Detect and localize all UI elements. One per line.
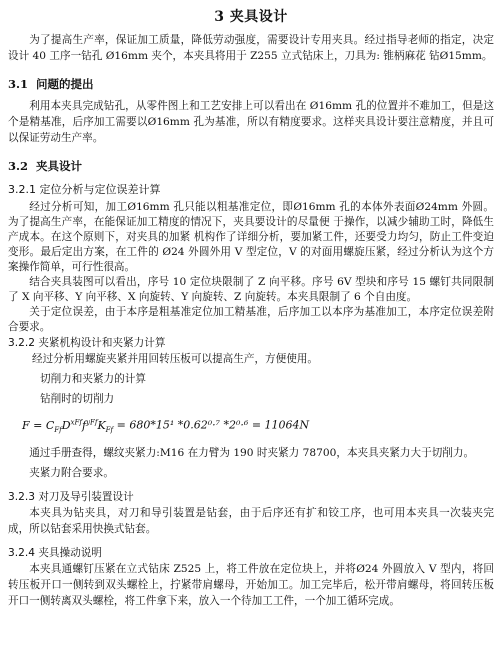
section-3-1-title: 问题的提出: [36, 77, 94, 91]
section-3-1-heading: [8, 76, 494, 92]
section-3-2-1-paragraph-3: 关于定位误差，由于本序是粗基准定位加工精基准，后序加工以本序为基准加工，本序定位误差附合要求。: [8, 306, 494, 333]
section-3-2-2-paragraph-2: 通过手册查得，螺纹夹紧力:M16 在力臂为 190 时夹紧力 78700，本夹具夹紧力大于切削力。: [29, 446, 475, 459]
section-3-2-2-heading: 3.2.2 夹紧机构设计和夹紧力计算: [8, 337, 166, 349]
section-3-2-4-paragraph: 本夹具通螺钉压紧在立式钻床 Z525 上，将工件放在定位块上，并将Ø24 外圆放入 V 型内，将回转压板开口一侧转到双头螺栓上，拧紧带肩螺母，开始加工。加工完毕后，松开带肩螺母，将回转压板开口一侧转离双头螺栓，将工件拿下来，放入一个待加工工件，一个加工循环完成。: [8, 562, 494, 607]
section-3-2-1-paragraph-2: 结合夹具装图可以看出，序号 10 定位块限制了 Z 向平移。序号 6V 型块和序号 15 螺钉共同限制了 X 向平移、Y 向平移、X 向旋转、Y 向旋转、Z 向旋转。本夹具限制了 6 个自由度。: [8, 276, 494, 303]
section-3-2-2-subheading-forces: 切削力和夹紧力的计算: [40, 373, 146, 385]
section-3-2-3-heading: 3.2.3 对刀及导引装置设计: [8, 490, 134, 503]
chapter-title: 3 夹具设计: [214, 9, 288, 25]
section-3-1-paragraph: 利用本夹具完成钻孔，从零件图上和工艺安排上可以看出在 Ø16mm 孔的位置并不难加工，但是这个是精基准，后序加工需要以Ø16mm 孔为基准，所以有精度要求。这样夹具设计要注意精度，并且可以保证劳动生产率。: [8, 100, 494, 144]
section-3-2-2-subheading-drilling-force: 钻削时的切削力: [40, 393, 115, 405]
section-3-2-1-paragraph-1: 经过分析可知，加工Ø16mm 孔只能以粗基准定位，即Ø16mm 孔的本体外表面Ø24mm 外圆。为了提高生产率，在能保证加工精度的情况下，夹具要设计的尽量便 于操作，以减少辅助工时，降低生产成本。在这个原则下，对夹具的加紧 机构作了详细分析，要加紧工件，还要受力均匀，防止工件变迫变形。最后定出方案，在工件的 Ø24 外圆外用 V 型定位，V 的对面用螺旋压紧，经过分析认为这个方案操作简单，可行性很高。: [8, 201, 494, 273]
cutting-force-formula: [22, 413, 494, 439]
section-3-2-2-paragraph-1: 经过分析用螺旋夹紧并用回转压板可以提高生产，方便使用。: [32, 353, 319, 365]
section-3-2-4-heading: 3.2.4 夹具操动说明: [8, 546, 102, 559]
section-3-2-3-paragraph: 本夹具为钻夹具，对刀和导引装置是钻套，由于后序还有扩和铰工序，也可用本夹具一次装夹完成，所以钻套采用快换式钻套。: [8, 506, 494, 535]
intro-paragraph: 为了提高生产率，保证加工质量，降低劳动强度，需要设计专用夹具。经过指导老师的指定，决定设计 40 工序一钻孔 Ø16mm 夹个，本夹具将用于 Z255 立式钻床上，刀具为: 锥柄麻花 钻Ø15mm。: [8, 34, 494, 62]
section-3-2-heading: [8, 158, 494, 174]
formula-lhs: $F = C_{Ff}D^{xFf}f^{yFf}K_{Ff}$: [22, 418, 114, 434]
formula-result: = 680*15¹ *0.62⁰·⁷ *2⁰·⁶ = 11064N: [116, 418, 310, 432]
section-3-1-number: 3.1: [8, 77, 29, 91]
section-3-2-number: 3.2: [8, 159, 29, 173]
section-3-2-title: 夹具设计: [36, 159, 82, 173]
section-3-2-1-heading: 3.2.1 定位分析与定位误差计算: [8, 183, 161, 196]
section-3-2-2-paragraph-3: 夹紧力附合要求。: [29, 466, 114, 479]
